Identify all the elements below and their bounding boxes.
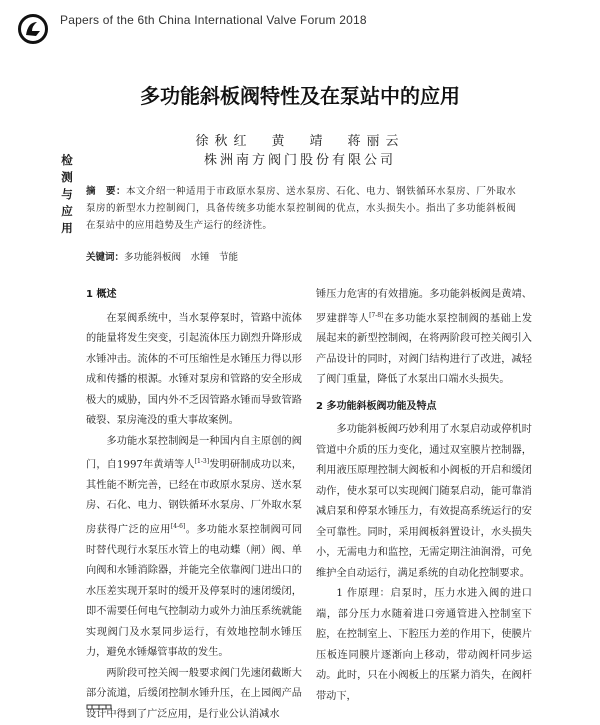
paragraph: 多功能水泵控制阀是一种国内自主原创的阀门，自1997年黄靖等人[1-3]发明研制成功以来，其性能不断完善，已经在市政原水泵房、送水泵房、石化、电力、钢铁循环水泵房、厂外取水泵房获得广泛的应用[4-6]。多功能水泵控制阀可同时替代现行水泵压水管上的电动蝶（闸）阀、单向阀和水锤消除器，并能完全依靠阀门进出口的水压差实现开泵时的缓开及停泵时的速闭缓闭，即不需要任何电气控制动力或外力油压系统就能实现阀门及水泵同步运行，有效地控制水锤压力，避免水锤爆管事故的发生。 [86, 435, 303, 659]
paragraph: 锤压力危害的有效措施。多功能斜板阀是黄靖、罗建群等人[7-8]在多功能水泵控制阀的基础上发展起来的新型控制阀，在将两阶段可控关阀引入产品设计的同时，对阀门结构进行了改进，减轻了阀门重量，降低了水泵出口端水头损失。 [316, 289, 533, 386]
paragraph: 多功能斜板阀巧妙利用了水泵启动或停机时管道中介质的压力变化，通过双室膜片控制器，利用液压原理控制大阀板和小阀板的开启和缓闭动作，使水泵可以实现阀门随泵启动，能可靠消减启泵和停泵水锤压力，有效提高系统运行的安全可靠性。同时，采用阀板斜置设计，水头损失小，无需电力和监控，无需定期注油润滑，可免维护全自动运行，满足系统的自动化控制要求。 [316, 424, 532, 579]
footer-ornament-icon [86, 702, 112, 712]
side-label-char: 测 [61, 170, 73, 184]
paper-authors: 徐秋红 黄 靖 蒋丽云 [195, 134, 405, 149]
abstract-label: 摘 要： [86, 186, 127, 197]
paragraph: 在泵阀系统中，当水泵停泵时，管路中流体的能量将发生突变，引起流体压力剧烈升降形成水锤冲击。流体的不可压缩性是水锤压力得以形成和传播的根源。水锤对泵房和管路的安全形成极大的威胁，国内外不乏因管路水锤而导致管路破裂、泵房淹没的重大事故案例。 [86, 312, 302, 426]
paper-affiliation: 株洲南方阀门股份有限公司 [203, 153, 396, 168]
side-label-char: 用 [61, 221, 73, 235]
paragraph: 1 作原理：启泵时，压力水进入阀的进口端，部分压力水随着进口旁通管进入控制室下腔，在控制室上、下腔压力差的作用下，使膜片压板连同膜片逐渐向上移动，带动阀杆同步运动。此时，只在小阀板上的压紧力消失，在阀杆带动下， [316, 588, 532, 702]
body-column-right [316, 285, 532, 707]
side-label-char: 检 [61, 153, 73, 167]
citation: [1-3] [194, 458, 210, 465]
paper-title: 多功能斜板阀特性及在泵站中的应用 [140, 84, 460, 108]
section-heading-features: 2 多功能斜板阀功能及特点 [316, 400, 437, 412]
abstract-text: 本文介绍一种适用于市政原水泵房、送水泵房、石化、电力、钢铁循环水泵房、厂外取水泵房的新型水力控制阀门，具备传统多功能水泵控制阀的优点，水头损失小。指出了多功能斜板阀在泵站中的应用趋势及生产运行的经济性。 [86, 186, 517, 231]
section-heading-overview: 1 概述 [86, 289, 117, 300]
body-column-left [86, 285, 302, 725]
side-label-char: 与 [61, 187, 73, 201]
running-header: Papers of the 6th China International Valve Forum 2018 [60, 13, 367, 27]
paragraph: 两阶段可控关阀一般要求阀门先速闭截断大部分流道，后缓闭控制水锤升压，在上园阀产品设计中得到了广泛应用，是行业公认消减水 [86, 667, 302, 720]
keywords-text: 多功能斜板阀 水锤 节能 [124, 252, 239, 263]
side-label-char: 应 [61, 204, 73, 218]
keywords-label: 关键词： [86, 252, 125, 263]
section-side-label [60, 152, 74, 237]
citation: [4-6] [170, 522, 186, 530]
citation: [7-8] [369, 311, 384, 319]
abstract [86, 183, 516, 234]
keywords [86, 249, 516, 266]
forum-logo-icon [18, 14, 48, 44]
